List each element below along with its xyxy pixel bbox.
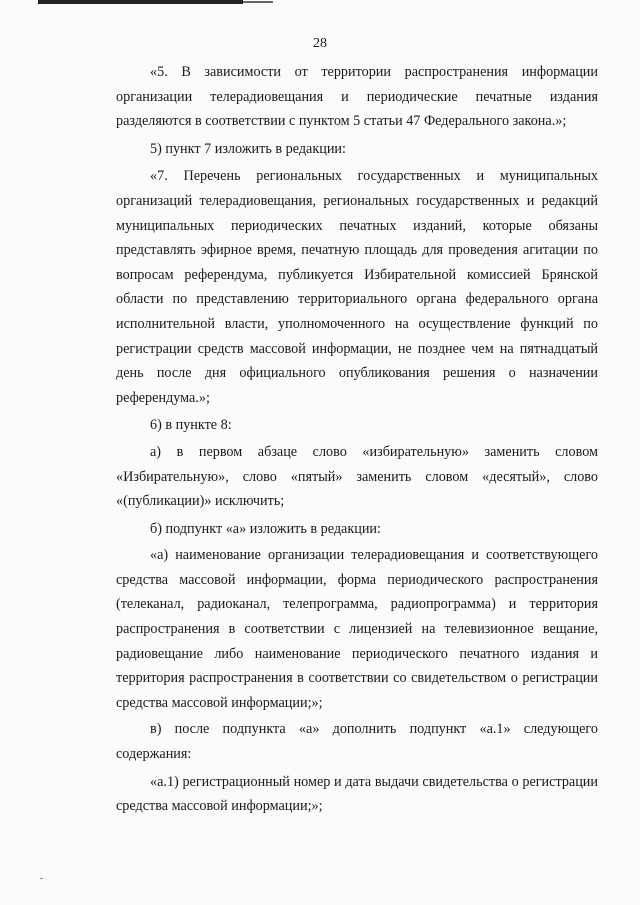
paragraph-subitem-v: в) после подпункта «а» дополнить подпункт «а.1» следующего содержания: [116, 721, 598, 763]
paragraph-subclause-a1: «а.1) регистрационный номер и дата выдачи свидетельства о регистрации средства массовой информации;»; [116, 773, 598, 815]
paragraph-item-6: 6) в пункте 8: [150, 417, 232, 434]
page-number: 28 [313, 36, 327, 51]
paragraph-subitem-b: б) подпункт «а» изложить в редакции: [150, 520, 381, 537]
scan-speck [40, 878, 43, 879]
paragraph-subitem-a: а) в первом абзаце слово «избирательную» заменить словом «Избирательную», слово «пятый» заменить словом «десятый», слово «(публикации)» исключить; [116, 443, 598, 510]
scan-edge-mark [38, 0, 243, 4]
paragraph-subclause-a: «а) наименование организации телерадиовещания и соответствующего средства массовой информации, форма периодического распространения (телеканал, радиоканал, телепрограмма, радиопрограмма) и территория распространения в соответствии с лицензией на телевизионное вещание, радиовещание либо наименование периодического печатного издания и территория распространения в соответствии со свидетельством о регистрации средства массовой информации;»; [116, 547, 598, 711]
scan-edge-mark-faint [243, 1, 273, 3]
paragraph-clause-7: «7. Перечень региональных государственных и муниципальных организаций телерадиовещания, региональных государственных и редакций муниципальных периодических печатных изданий, которые обязаны представлять эфирное время, печатную площадь для проведения агитации по вопросам референдума, публикуется Избирательной комиссией Брянской области по представлению территориального органа федерального органа исполнительной власти, уполномоченного на осуществление функций по регистрации средств массовой информации, не позднее чем на пятнадцатый день после дня официального опубликования решения о назначении референдума.»; [116, 168, 598, 406]
paragraph-clause-5: «5. В зависимости от территории распространения информации организации телерадиовещания и периодические печатные издания разделяются в соответствии с пунктом 5 статьи 47 Федерального закона.»; [116, 64, 598, 130]
paragraph-item-5: 5) пункт 7 изложить в редакции: [150, 140, 346, 157]
document-body [116, 60, 598, 822]
